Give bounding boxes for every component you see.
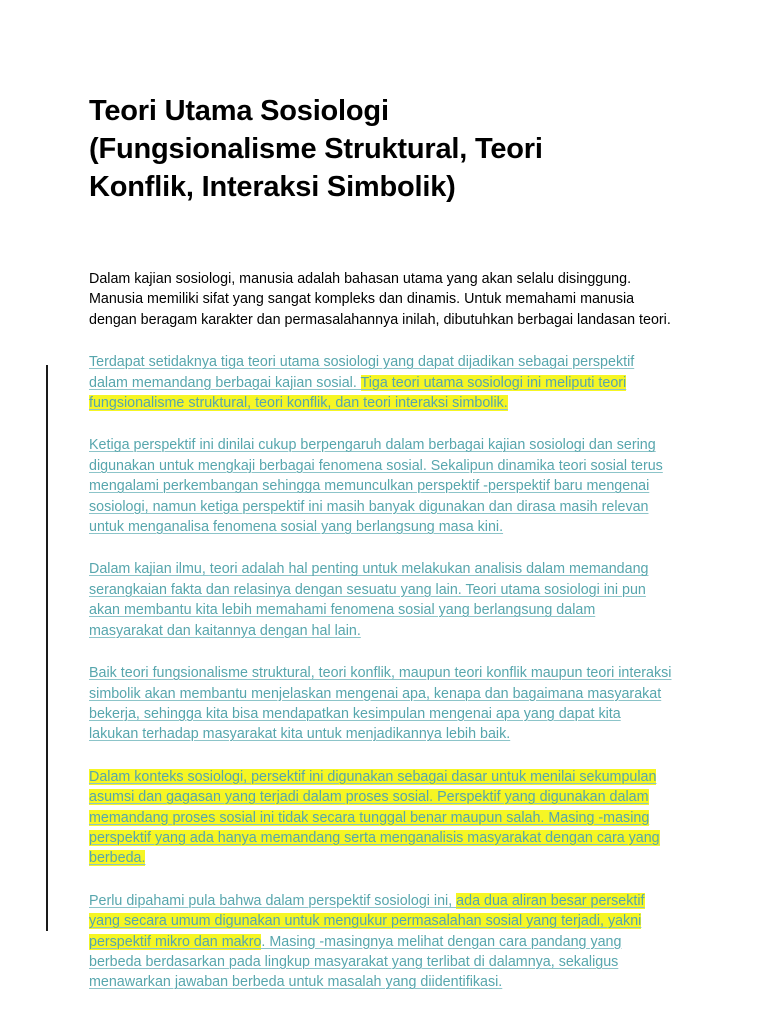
document-body — [89, 269, 673, 993]
paragraph-7-highlight-run: ada dua aliran besar persektif yang secara umum digunakan untuk mengukur permasalahan sosial yang terjadi, yakni perspektif mikro dan makro — [89, 892, 645, 950]
paragraph-4-run-1: Dalam kajian ilmu, teori adalah hal penting untuk melakukan analisis dalam memandang serangkaian fakta dan relasinya dengan sesuatu yang lain. Teori utama sosiologi ini pun akan membantu kita lebih memahami fenomena sosial yang berlangsung dalam masyarakat dan kaitannya dengan hal lain. — [89, 561, 649, 639]
revision-change-bar — [46, 365, 48, 931]
paragraph-7-run-3: . Masing -masingnya melihat dengan cara pandang yang berbeda berdasarkan pada lingkup masyarakat yang terlibat di dalamnya, sekaligus menawarkan jawaban berbeda untuk masalah yang diidentifikasi. — [89, 933, 622, 991]
document-content — [89, 92, 673, 1015]
paragraph-2[interactable] — [89, 352, 673, 413]
paragraph-2-highlight-run: Tiga teori utama sosiologi ini meliputi teori fungsionalisme struktural, teori konflik, dan teori interaksi simbolik. — [89, 374, 627, 412]
paragraph-7[interactable] — [89, 891, 673, 993]
paragraph-6-highlight-run: Dalam konteks sosiologi, persektif ini digunakan sebagai dasar untuk menilai sekumpulan asumsi dan gagasan yang terjadi dalam proses sosial. Perspektif yang digunakan dalam memandang proses sosial ini tidak secara tunggal benar maupun salah. Masing -masing perspektif yang ada hanya memandang serta menganalisis masyarakat dengan cara yang berbeda. — [89, 768, 660, 867]
paragraph-3[interactable] — [89, 435, 673, 537]
paragraph-5-run-1: Baik teori fungsionalisme struktural, teori konflik, maupun teori konflik maupun teori interaksi simbolik akan membantu menjelaskan mengenai apa, kenapa dan bagaimana masyarakat bekerja, sehingga kita bisa mendapatkan kesimpulan mengenai apa yang dapat kita lakukan terhadap masyarakat kita untuk menjadikannya lebih baik. — [89, 665, 672, 743]
paragraph-3-run-1: Ketiga perspektif ini dinilai cukup berpengaruh dalam berbagai kajian sosiologi dan sering digunakan untuk mengkaji berbagai fenomena sosial. Sekalipun dinamika teori sosial terus mengalami perkembangan sehingga memunculkan perspektif -perspektif baru mengenai sosiologi, namun ketiga perspektif ini masih banyak digunakan dan dirasa masih relevan untuk menganalisa fenomena sosial yang berlangsung masa kini. — [89, 437, 663, 536]
paragraph-1 — [89, 269, 673, 330]
paragraph-6[interactable] — [89, 767, 673, 869]
page-title-line-2: (Fungsionalisme Struktural, Teori — [89, 133, 543, 165]
paragraph-4[interactable] — [89, 559, 673, 641]
paragraph-7-run-1: Perlu dipahami pula bahwa dalam perspektif sosiologi ini, — [89, 892, 457, 909]
paragraph-5[interactable] — [89, 663, 673, 745]
page-title-line-3: Konflik, Interaksi Simbolik) — [89, 171, 456, 203]
paragraph-2-run-1: Terdapat setidaknya tiga teori utama sosiologi yang dapat dijadikan sebagai perspektif dalam memandang berbagai kajian sosial. — [89, 354, 635, 391]
page-title-line-1: Teori Utama Sosiologi — [89, 95, 389, 127]
page-title — [89, 92, 673, 206]
paragraph-1-run-1: Dalam kajian sosiologi, manusia adalah bahasan utama yang akan selalu disinggung. Manusia memiliki sifat yang sangat kompleks dan dinamis. Untuk memahami manusia dengan beragam karakter dan permasalahannya inilah, dibutuhkan berbagai landasan teori. — [89, 271, 671, 328]
